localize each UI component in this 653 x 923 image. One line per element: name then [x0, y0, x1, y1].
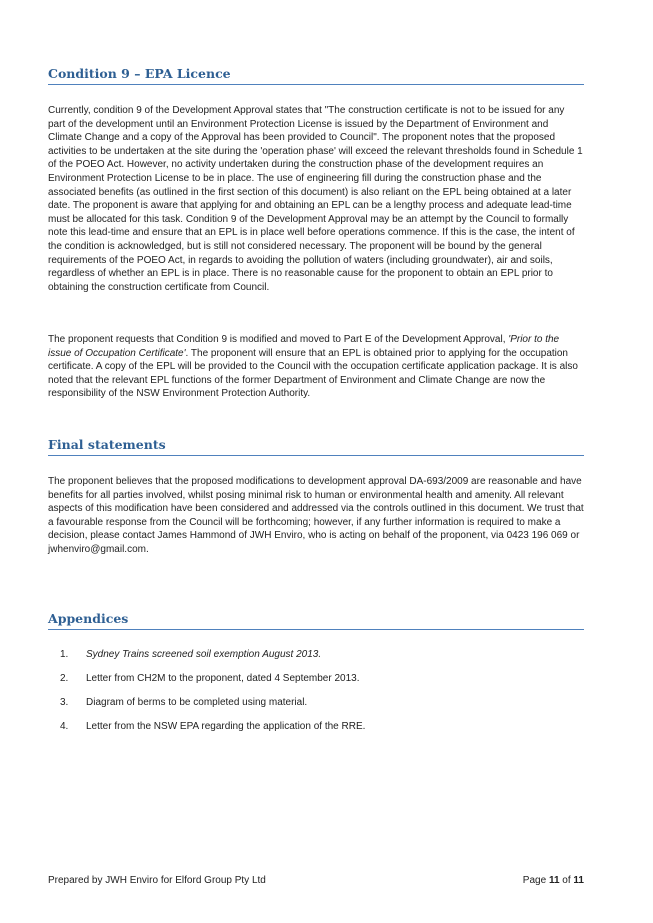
- heading-appendices: Appendices: [48, 611, 584, 630]
- list-item-number: 4.: [60, 721, 69, 732]
- paragraph-condition-9-request: [48, 333, 584, 401]
- list-item-text: Letter from the NSW EPA regarding the application of the RRE.: [86, 721, 366, 732]
- list-item: [60, 697, 580, 721]
- list-item: [60, 649, 580, 673]
- request-text-italic: 'Prior to the issue of Occupation Certificate': [48, 334, 560, 359]
- list-item: [60, 673, 580, 697]
- list-item-text: Letter from CH2M to the proponent, dated 4 September 2013.: [86, 673, 360, 684]
- current-page: 11: [548, 875, 560, 886]
- list-item: [60, 721, 580, 745]
- page-footer: [48, 875, 584, 886]
- list-item-text: Sydney Trains screened soil exemption August 2013.: [86, 649, 322, 660]
- list-item-number: 3.: [60, 697, 69, 708]
- appendices-list: [60, 649, 580, 745]
- list-item-number: 1.: [60, 649, 69, 660]
- page-number: Page 11 of 11: [522, 875, 584, 886]
- request-text-start: The proponent requests that Condition 9 is modified and moved to Part E of the Development Approval,: [48, 334, 509, 345]
- total-pages: 11: [573, 875, 584, 886]
- list-item-number: 2.: [60, 673, 69, 684]
- paragraph-condition-9-body: Currently, condition 9 of the Development Approval states that "The construction certificate is not to be issued for any part of the development until an Environment Protection License is issued by the Department of Environment and Climate Change and a copy of the Approval has been provided to Council". The proponent notes that the proposed activities to be undertaken at the site during the 'operation phase' will exceed the relevant thresholds found in Schedule 1 of the POEO Act. However, no activity undertaken during the construction phase of the development requires an Environment Protection License to be in place. The use of engineering fill during the construction phase and the associated benefits (as outlined in the first section of this document) is also reliant on the EPL being obtained at a later date. The proponent is aware that applying for and obtaining an EPL can be a lengthy process and adequate lead-time must be allocated for this task. Condition 9 of the Development Approval may be an attempt by the Council to formally note this lead-time and ensure that an EPL is in place well before operations commence. If this is the case, the intent of the condition is acknowledged, but is still not considered necessary. The proponent will be bound by the general requirements of the POEO Act, in regards to avoiding the pollution of waters (including groundwater), air and soils, regardless of whether an EPL is in place. There is no reasonable cause for the proponent to obtain an EPL prior to obtaining the construction certificate from Council.: [48, 105, 583, 293]
- paragraph-final-statements: The proponent believes that the proposed modifications to development approval DA-693/2009 are reasonable and have benefits for all parties involved, whilst posing minimal risk to human or environmental health and amenity. All relevant aspects of this modification have been considered and addressed via the controls outlined in this document. We trust that a favourable response from the Council will be forthcoming; however, if any further information is required to make a decision, please contact James Hammond of JWH Enviro, who is acting on behalf of the proponent, via 0423 196 069 or jwhenviro@gmail.com.: [48, 476, 584, 555]
- footer-prepared-by: Prepared by JWH Enviro for Elford Group Pty Ltd: [48, 875, 266, 886]
- request-text-end: . The proponent will ensure that an EPL is obtained prior to applying for the occupation certificate. A copy of the EPL will be provided to the Council with the occupation certificate application package. It is also noted that the relevant EPL functions of the former Department of Environment and Climate Change are now the responsibility of the NSW Environment Protection Authority.: [48, 347, 578, 400]
- list-item-text: Diagram of berms to be completed using material.: [86, 697, 308, 708]
- heading-final-statements: Final statements: [48, 437, 584, 456]
- heading-condition-9: Condition 9 – EPA Licence: [48, 66, 584, 85]
